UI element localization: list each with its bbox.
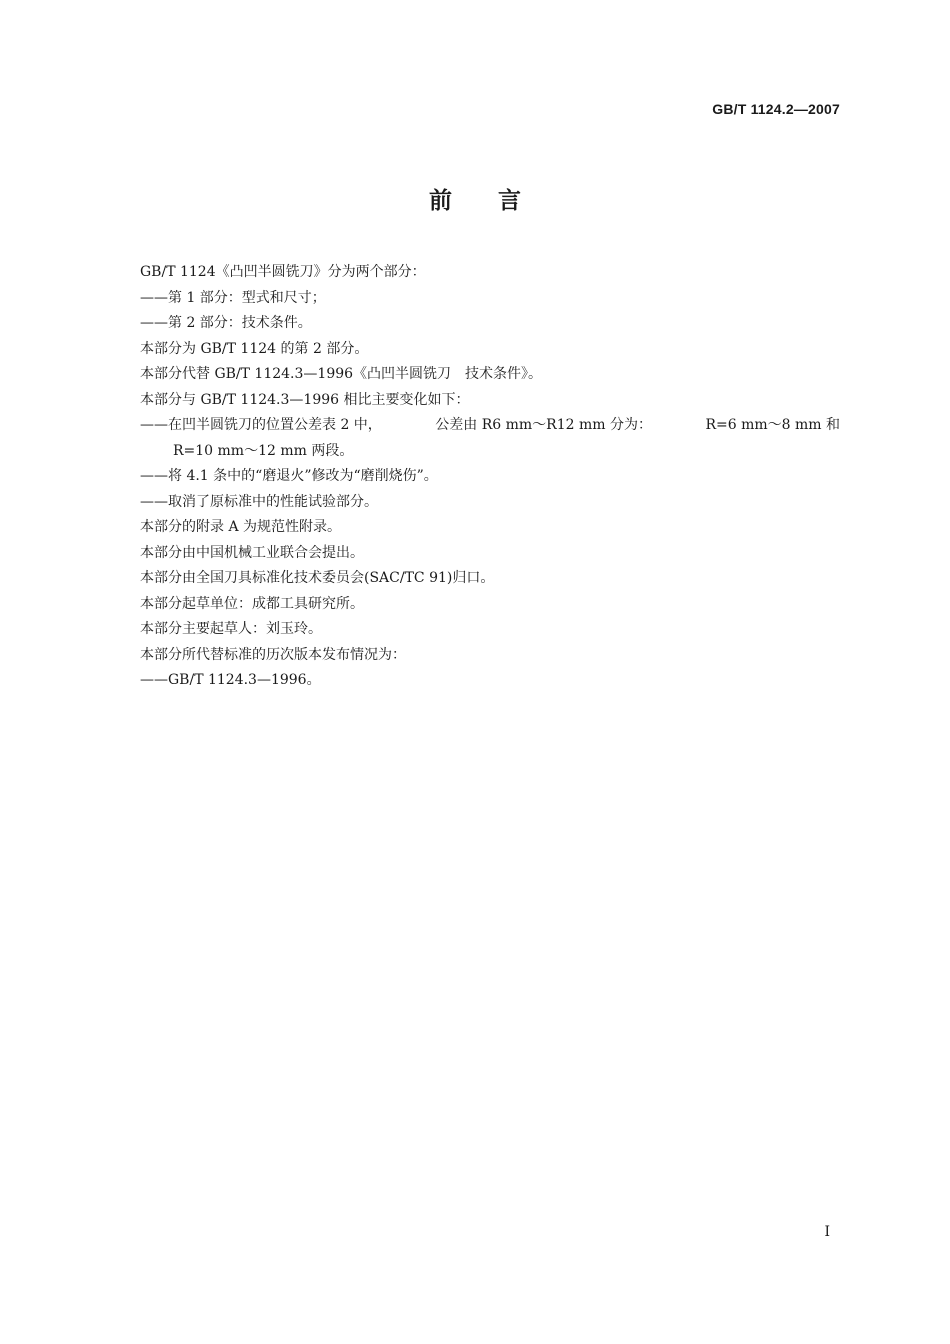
- paragraph: 本部分由中国机械工业联合会提出。: [140, 544, 364, 561]
- paragraph: GB/T 1124《凸凹半圆铣刀》分为两个部分：: [140, 264, 426, 280]
- page-title: 前 言: [429, 188, 521, 214]
- paragraph: 本部分与 GB/T 1124.3—1996 相比主要变化如下：: [140, 391, 470, 408]
- list-item-part: ——在凹半圆铣刀的位置公差表 2 中，: [140, 417, 382, 433]
- list-item: [140, 413, 840, 439]
- paragraph: 本部分所代替标准的历次版本发布情况为：: [140, 646, 406, 663]
- list-item: ——第 1 部分：型式和尺寸；: [140, 289, 326, 306]
- list-item: ——将 4.1 条中的“磨退火”修改为“磨削烧伤”。: [140, 468, 438, 484]
- list-item-continuation: R=10 mm～12 mm 两段。: [173, 442, 354, 459]
- paragraph: 本部分起草单位：成都工具研究所。: [140, 595, 364, 612]
- standard-number: GB/T 1124.2—2007: [712, 101, 840, 117]
- paragraph: 本部分由全国刀具标准化技术委员会(SAC/TC 91)归口。: [140, 570, 495, 586]
- list-item-part: R=6 mm～8 mm 和: [705, 417, 840, 433]
- paragraph: 本部分代替 GB/T 1124.3—1996《凸凹半圆铣刀 技术条件》。: [140, 366, 543, 382]
- page-number: I: [824, 1224, 830, 1240]
- list-item: ——取消了原标准中的性能试验部分。: [140, 493, 378, 510]
- list-item-part: 公差由 R6 mm～R12 mm 分为：: [435, 417, 652, 433]
- paragraph: 本部分的附录 A 为规范性附录。: [140, 519, 342, 535]
- list-item: ——第 2 部分：技术条件。: [140, 315, 312, 331]
- foreword-body: [140, 260, 840, 694]
- paragraph: 本部分主要起草人：刘玉玲。: [140, 621, 322, 637]
- list-item: ——GB/T 1124.3—1996。: [140, 672, 321, 688]
- paragraph: 本部分为 GB/T 1124 的第 2 部分。: [140, 340, 369, 357]
